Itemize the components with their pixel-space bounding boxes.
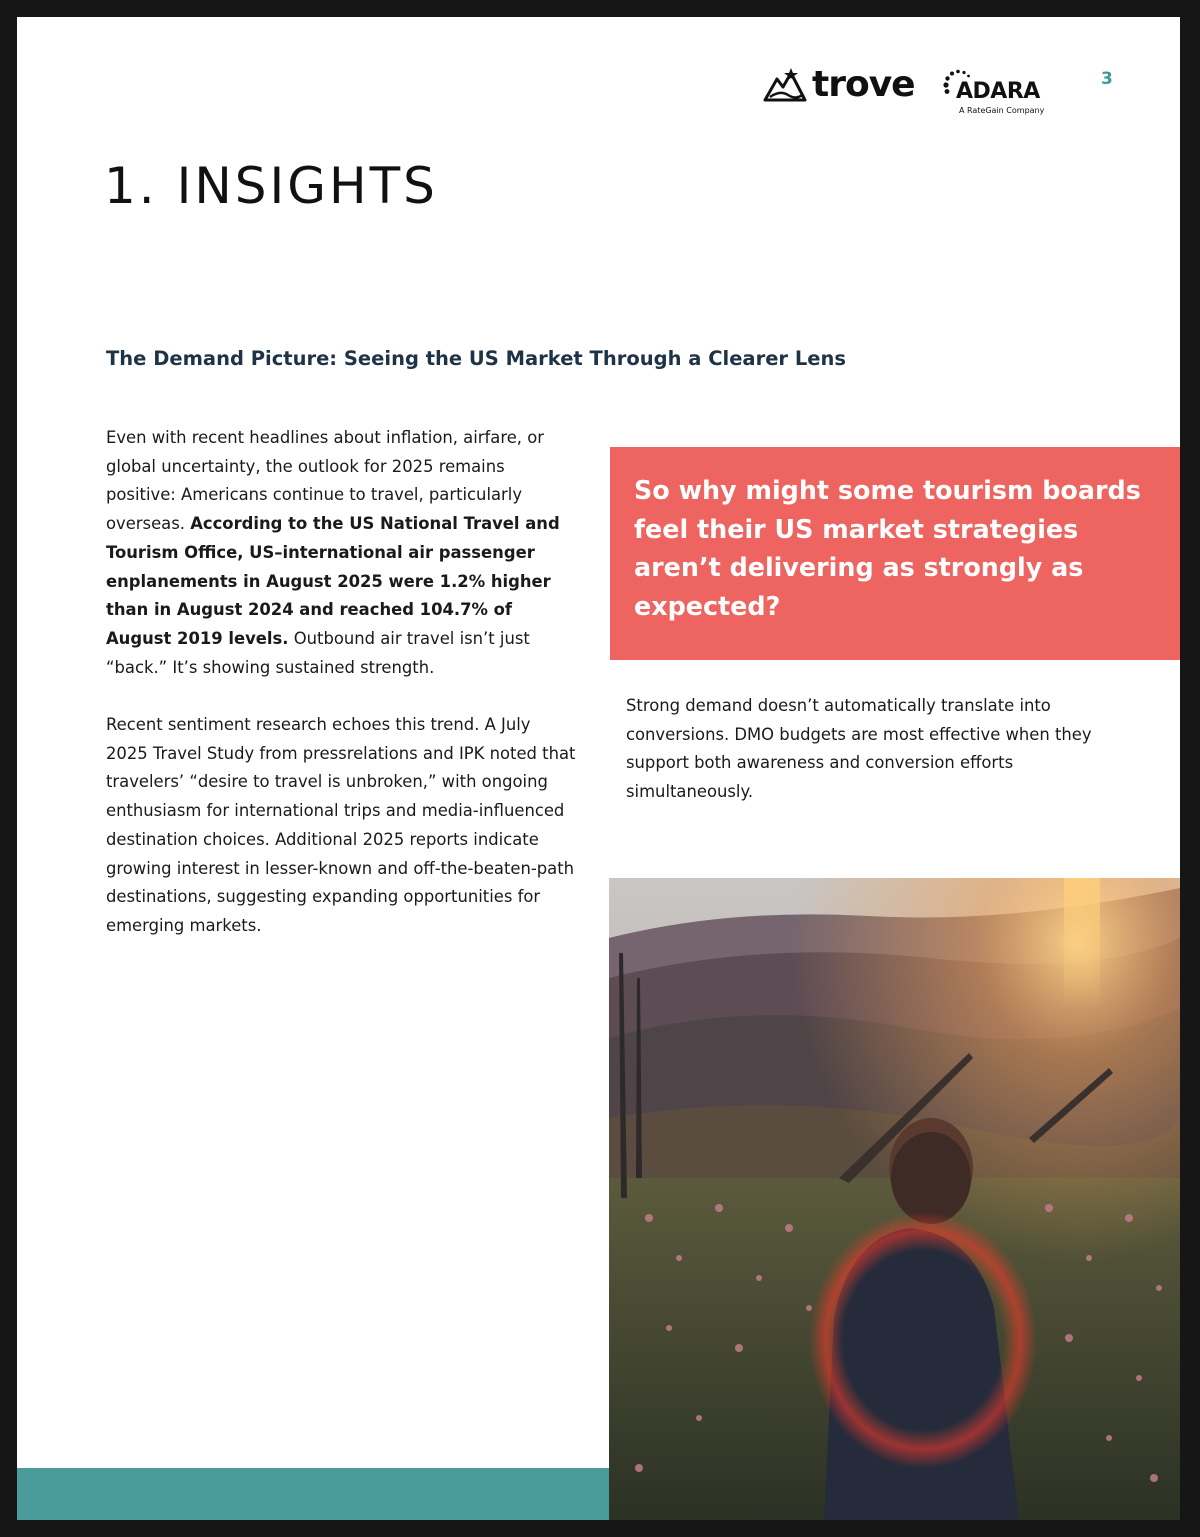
right-column-text: Strong demand doesn’t automatically translate into conversions. DMO budgets are most effective when they support both awareness and conversion efforts simultaneously. <box>626 696 1092 802</box>
hiker-sunset-photo <box>609 878 1180 1520</box>
adara-logo <box>942 69 1072 117</box>
photo-hiker-hillside-sunset <box>609 878 1180 1520</box>
footer-accent-bar <box>17 1468 609 1520</box>
page-title: 1. INSIGHTS <box>104 157 438 215</box>
page-number: 3 <box>1101 69 1113 89</box>
trove-wordmark: trove <box>812 64 915 105</box>
left-column <box>106 424 576 969</box>
document-page <box>17 17 1180 1520</box>
section-subtitle: The Demand Picture: Seeing the US Market Through a Clearer Lens <box>106 347 846 370</box>
adara-wordmark: ADARA <box>956 79 1040 104</box>
trove-logo <box>762 64 915 105</box>
callout-box <box>610 447 1180 660</box>
paragraph-outlook-bold: According to the US National Travel and Tourism Office, US–international air passenger enplanements in August 2025 were 1.2% higher than in August 2024 and reached 104.7% of August 2019 levels. <box>106 514 560 648</box>
trove-mountain-icon <box>762 67 808 103</box>
adara-tagline: A RateGain Company <box>959 106 1045 115</box>
paragraph-outlook-end: Outbound air travel isn’t just “back.” It’s showing sustained strength. <box>106 628 530 677</box>
callout-question: So why might some tourism boards feel their US market strategies aren’t delivering as strongly as expected? <box>634 475 1141 622</box>
paragraph-outlook <box>106 424 576 682</box>
paragraph-outlook-intro: Even with recent headlines about inflation, airfare, or global uncertainty, the outlook for 2025 remains positive: Americans continue to travel, particularly overseas. <box>106 428 544 534</box>
paragraph-sentiment: Recent sentiment research echoes this trend. A July 2025 Travel Study from pressrelations and IPK noted that travelers’ “desire to travel is unbroken,” with ongoing enthusiasm for international trips and media-influenced destination choices. Additional 2025 reports indicate growing interest in lesser-known and off-the-beaten-path destinations, suggesting expanding opportunities for emerging markets. <box>106 715 576 935</box>
